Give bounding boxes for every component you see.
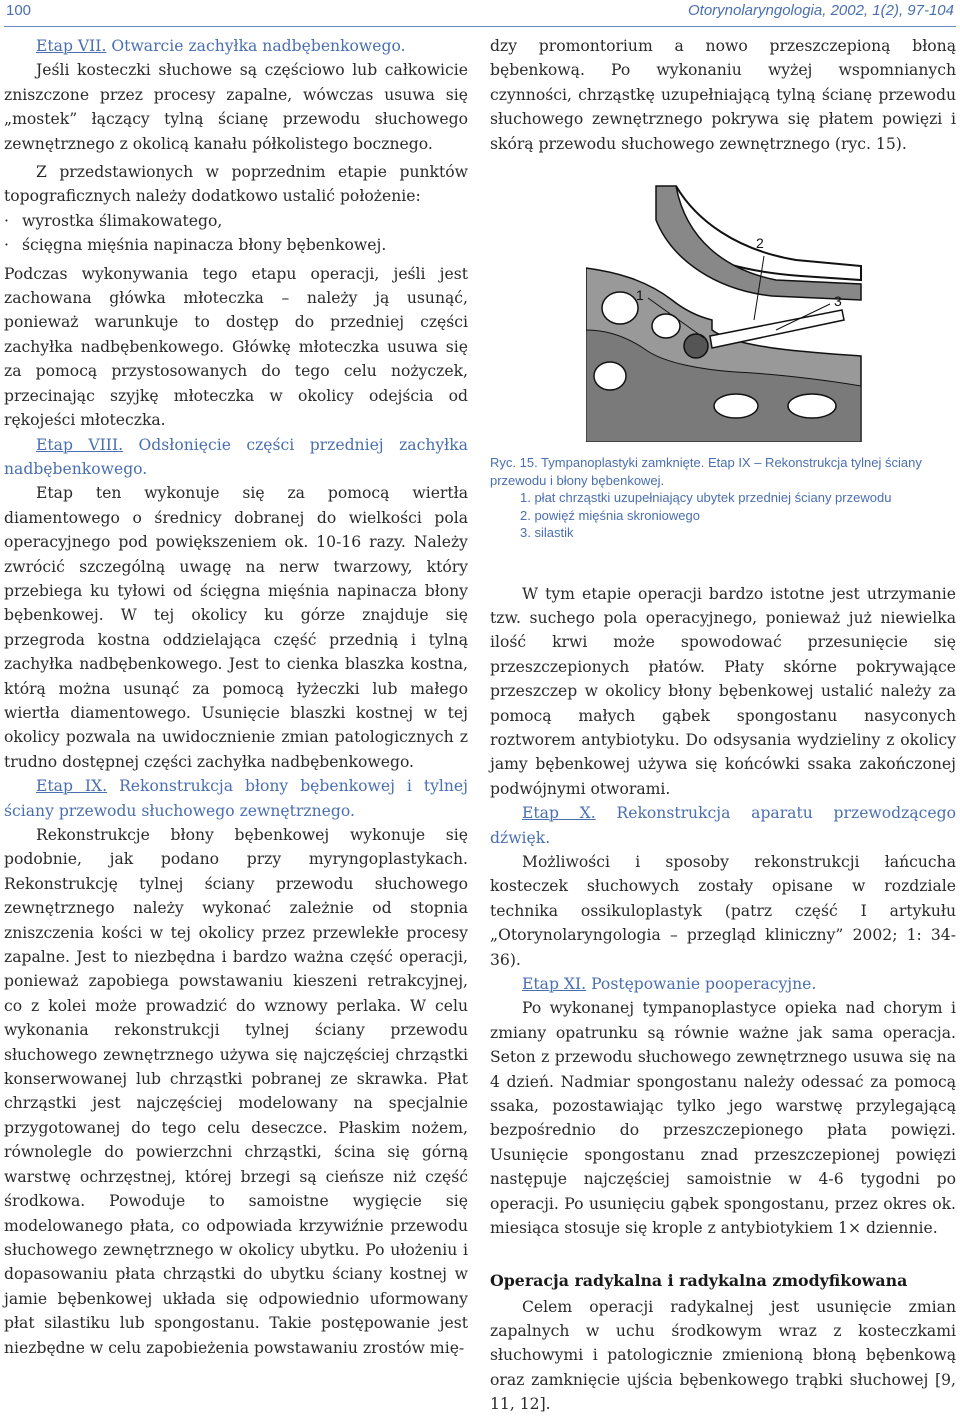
paragraph-right-5: Celem operacji radykalnej jest usunięcie zmian zapalnych w uchu środkowym wraz z kosteczkami słuchowymi i patologicznie zmienioną błoną bębenkową oraz zamknięcie ujścia bębenkowego trąbki słuchowej [9, 11, 12]. xyxy=(490,1297,956,1414)
etap9-heading xyxy=(4,774,468,823)
bullet-dot: · xyxy=(4,236,9,255)
etap9-title: Rekonstrukcja błony bębenkowej i tylnej ściany przewodu słuchowego zewnętrznego. xyxy=(4,777,468,820)
bullet-dot: · xyxy=(4,211,9,230)
caption-list xyxy=(490,489,956,542)
figure-caption xyxy=(490,454,956,542)
page-header xyxy=(4,0,956,27)
etap7-label: Etap VII. xyxy=(36,37,107,55)
etap10-title: Rekonstrukcja aparatu przewodzącego dźwięk. xyxy=(490,804,956,847)
right-column xyxy=(490,34,956,1417)
caption-text: Ryc. 15. Tympanoplastyki zamknięte. Etap IX – Rekonstrukcja tylnej ściany przewodu i błony bębenkowej. xyxy=(490,455,922,488)
figure-15 xyxy=(490,180,956,442)
caption-item-3: 3. silastik xyxy=(520,525,574,541)
caption-item-2: 2. powięź mięśnia skroniowego xyxy=(520,507,700,523)
running-head: Otorynolaryngologia, 2002, 1(2), 97-104 xyxy=(687,2,954,19)
figure-label-1: 1 xyxy=(636,287,644,304)
paragraph-right-1: dzy promontorium a nowo przeszczepioną błoną bębenkową. Po wykonaniu wyżej wspomnianych czynności, chrząstkę uzupełniającą tylną ścianę przewodu słuchowego zewnętrznego pokrywa się płatem powięzi i skórą przewodu słuchowego zewnętrznego (ryc. 15). xyxy=(490,37,956,153)
paragraph-right-4: Po wykonanej tympanoplastyce opieka nad chorym i zmiany opatrunku są równie ważne jak sama operacja. Seton z przewodu słuchowego zewnętrznego usuwa się na 4 dzień. Nadmiar spongostanu należy odessać za pomocą ssaka, pozostawiając tylko jego warstwę przylegającą bezpośrednio do przeszczepionego płata powięzi. Usunięcie spongostanu znad przeszczepionej powięzi następuje najczęściej samoistnie w 4-6 tygodni po operacji. Po usunięciu gąbek spongostanu, przez okres ok. miesiąca stosuje się krople z antybiotykiem 1× dziennie. xyxy=(490,999,956,1238)
etap9-label: Etap IX. xyxy=(36,777,108,796)
paragraph-left-3: Podczas wykonywania tego etapu operacji, jeśli jest zachowana główka młoteczka – należy ją usunąć, ponieważ warunkuje to dostęp do przedniej części zachyłka nadbębenkowego. Główkę młoteczka usuwa się za pomocą przystosowanych do tego celu nożyczek, przecinając szyjkę młoteczka w okolicy odejścia od rękojeści młoteczka. xyxy=(4,264,468,430)
paragraph-left-4: Etap ten wykonuje się za pomocą wiertła diamentowego o średnicy dobranej do wielkości pola operacyjnego pod powiększeniem ok. 10-16 razy. Należy zwrócić szczególną uwagę na nerw twarzowy, który przebiega ku tyłowi od ścięgna mięśnia napinacza błony bębenkowej. W tej okolicy ku górze znajduje się przegroda kostna oddzielająca część przednią i tylną zachyłka nadbębenkowego. Jest to cienka blaszka kostna, którą można usunąć za pomocą łyżeczki lub małego wiertła diamentowego. Usunięcie blaszki kostnej w tej okolicy pozwala na uwidocznienie zmian patologicznych z trudno dostępnej części zachyłka nadbębenkowego. xyxy=(4,484,468,771)
section-heading: Operacja radykalna i radykalna zmodyfikowana xyxy=(490,1270,908,1290)
paragraph-left-1: Jeśli kosteczki słuchowe są częściowo lub całkowicie zniszczone przez procesy zapalne, wówczas usuwa się „mostek” łączący tylną ścianę przewodu słuchowego zewnętrznego z okolicą kanału półkolistego bocznego. xyxy=(4,61,468,153)
etap11-heading xyxy=(490,972,956,996)
anatomy-illustration xyxy=(586,180,866,442)
paragraph-right-3: Możliwości i sposoby rekonstrukcji łańcucha kosteczek słuchowych zostały opisane w rozdziale technika ossikuloplastyk (patrz część I artykułu „Otorynolaryngologia – przegląd kliniczny” 2002; 1: 34-36). xyxy=(490,853,956,969)
figure-label-2: 2 xyxy=(756,235,764,252)
etap11-label: Etap XI. xyxy=(522,975,587,994)
paragraph-right-2: W tym etapie operacji bardzo istotne jest utrzymanie tzw. suchego pola operacyjnego, ponieważ już niewielka ilość krwi może spowodować przesunięcie się przeszczepionych płatów. Płaty skórne pokrywające przeszczep w okolicy błony bębenkowej ustalić należy za pomocą małych gąbek spongostanu nasyconych roztworem antybiotyku. Do odsysania wydzieliny z okolicy jamy bębenkowej używa się końcówki ssaka zakończonej podwójnymi otworami. xyxy=(490,584,956,798)
etap8-heading xyxy=(4,433,468,482)
page-number: 100 xyxy=(6,2,32,19)
etap8-label: Etap VIII. xyxy=(36,435,124,454)
bullet-item-2 xyxy=(4,233,468,257)
paragraph-left-2: Z przedstawionych w poprzednim etapie punktów topograficznych należy dodatkowo ustalić położenie: xyxy=(4,163,468,206)
paragraph-left-5: Rekonstrukcje błony bębenkowej wykonuje się podobnie, jak podano przy myryngoplastykach. Rekonstrukcję tylnej ściany przewodu słuchowego zewnętrznego należy wykonać zależnie od stopnia zniszczenia kości w tej okolicy przez przewlekłe procesy zapalne. Jest to niezbędna i bardzo ważna część operacji, ponieważ zapobiega powstawaniu kieszeni retrakcyjnej, co z kolei może prowadzić do wznowy perlaka. W celu wykonania rekonstrukcji tylnej ściany przewodu słuchowego zewnętrznego używa się najczęściej chrząstki konserwowanej lub chrząstki pobranej ze skrawka. Płat chrząstki jest najczęściej modelowany na specjalnie przygotowanej do tego celu deseczce. Płaskim nożem, równolegle do powierzchni chrząstki, ścina się górną warstwę ochrzęstnej, której brzegi są cieńsze niż część środkowa. Powoduje to samoistne wygięcie się modelowanego płata, co odpowiada krzywiźnie przewodu słuchowego zewnętrznego w okolicy ubytku. Po ułożeniu i dopasowaniu płata chrząstki do ubytku ściany kostnej w jamie bębenkowej układa się odpowiednio uformowany płat silastiku lub spongostanu. Takie postępowanie jest niezbędne w celu zapobieżenia powstawaniu zrostów mię- xyxy=(4,826,468,1357)
cartilage-graft xyxy=(684,334,708,358)
mastoid-cell xyxy=(602,292,638,324)
cavity xyxy=(714,394,758,418)
figure-label-3: 3 xyxy=(834,293,842,310)
etap10-heading xyxy=(490,801,956,850)
bullet-text-2: ścięgna mięśnia napinacza błony bębenkowej. xyxy=(22,236,387,255)
bullet-text-1: wyrostka ślimakowatego, xyxy=(22,211,223,230)
etap11-title: Postępowanie pooperacyjne. xyxy=(586,975,817,994)
cavity xyxy=(788,394,836,418)
etap10-label: Etap X. xyxy=(522,804,596,823)
etap7-heading xyxy=(4,34,468,58)
caption-item-1: 1. płat chrząstki uzupełniający ubytek przedniej ściany przewodu xyxy=(520,490,892,506)
mastoid-cell xyxy=(594,362,626,390)
etap7-title: Otwarcie zachyłka nadbębenkowego. xyxy=(106,37,406,55)
etap8-title: Odsłonięcie części przedniej zachyłka nadbębenkowego. xyxy=(4,435,468,478)
bullet-item-1 xyxy=(4,209,468,233)
left-column xyxy=(4,34,468,1360)
